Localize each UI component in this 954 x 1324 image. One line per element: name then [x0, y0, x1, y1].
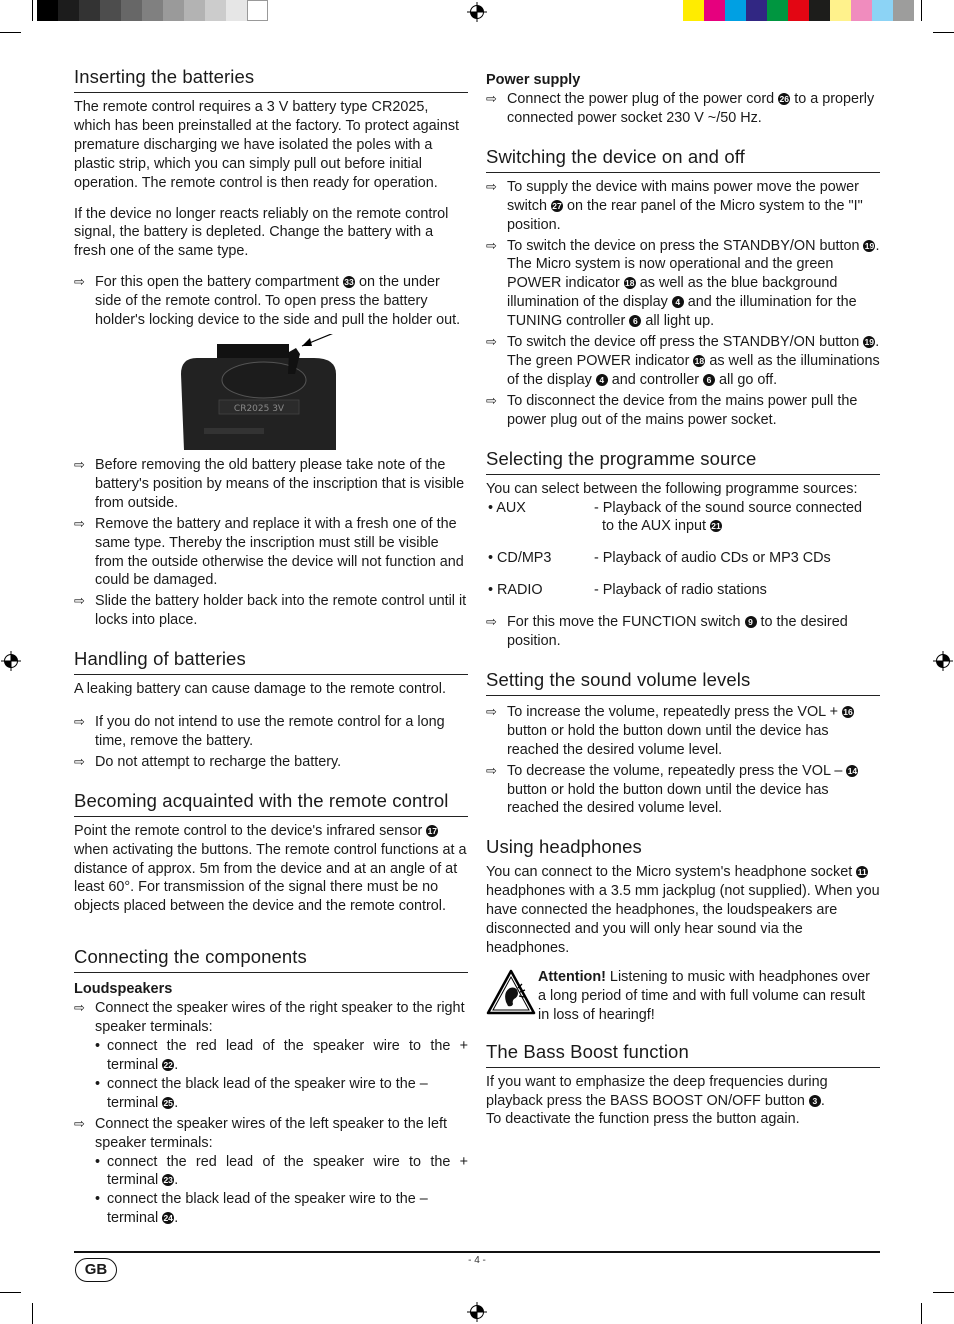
crop-mark	[0, 1292, 21, 1293]
section-handling-batteries	[74, 648, 468, 772]
list-item: ⇨ If you do not intend to use the remote control for a long time, remove the battery.	[74, 714, 445, 749]
section-title: Inserting the batteries	[74, 66, 468, 93]
arrow-right-icon: ⇨	[74, 456, 85, 472]
battery-inscription: CR2025 3V	[233, 403, 285, 414]
crop-mark	[32, 1303, 33, 1324]
source-item-aux: • AUX - Playback of the sound source connected to the AUX input 21	[488, 499, 862, 535]
reference-number: 16	[843, 706, 853, 717]
crop-mark	[921, 1303, 922, 1324]
reference-number: 11	[857, 867, 867, 878]
list-item: ⇨ To switch the device off press the STANDBY/ON button 19. The green POWER indicator 18 as well as the illuminations of the display 4 and controller 6 all go off.	[486, 334, 880, 388]
section-bass-boost	[486, 1041, 880, 1130]
battery-holder-illustration	[74, 334, 468, 452]
arrow-right-icon: ⇨	[74, 515, 85, 531]
arrow-right-icon: ⇨	[486, 392, 497, 408]
warning-hearing-icon	[486, 968, 536, 1016]
section-programme-source	[486, 448, 880, 651]
section-power-supply	[486, 72, 880, 128]
paragraph: If the device no longer reacts reliably on the remote control signal, the battery is depleted. Change the battery with a fresh one of the same type.	[74, 205, 449, 260]
reference-number: 21	[711, 521, 721, 532]
calibration-swatch	[809, 0, 830, 21]
calibration-swatch	[79, 0, 100, 21]
section-title: Setting the sound volume levels	[486, 669, 880, 696]
section-connecting-components	[74, 946, 468, 1228]
arrow-right-icon: ⇨	[486, 762, 497, 778]
list-item: ⇨ Connect the power plug of the power cord 26 to a properly connected power socket 230 V ~/50 Hz.	[486, 91, 875, 126]
calibration-swatch	[121, 0, 142, 21]
reference-number: 23	[163, 1175, 173, 1186]
reference-number: 4	[596, 374, 608, 386]
grayscale-calibration-bar	[37, 0, 272, 21]
arrow-right-icon: ⇨	[74, 1000, 85, 1016]
arrow-right-icon: ⇨	[486, 334, 497, 350]
reference-number: 17	[427, 825, 438, 836]
calibration-swatch	[58, 0, 79, 21]
arrow-right-icon: ⇨	[486, 237, 497, 253]
reference-number: 9	[745, 616, 757, 628]
sub-list-item: • connect the black lead of the speaker wire to the – terminal 25.	[95, 1075, 428, 1111]
reference-number: 6	[703, 374, 715, 386]
calibration-swatch	[142, 0, 163, 21]
section-title: Switching the device on and off	[486, 146, 880, 173]
calibration-swatch	[788, 0, 809, 21]
calibration-swatch	[893, 0, 914, 21]
calibration-swatch	[226, 0, 247, 21]
calibration-swatch	[205, 0, 226, 21]
right-column	[486, 72, 880, 1129]
reference-number: 19	[864, 240, 875, 251]
section-inserting-batteries	[74, 66, 468, 630]
arrow-right-icon: ⇨	[74, 274, 85, 290]
color-calibration-bar	[683, 0, 913, 21]
registration-mark-icon	[933, 651, 953, 671]
arrow-right-icon: ⇨	[74, 1115, 85, 1131]
arrow-right-icon: ⇨	[486, 91, 497, 106]
reference-number: 22	[163, 1060, 173, 1070]
arrow-right-icon: ⇨	[486, 703, 497, 719]
arrow-right-icon: ⇨	[74, 753, 85, 769]
sub-list-item: • connect the red lead of the speaker wire to the + terminal 22.	[95, 1038, 468, 1073]
reference-number: 25	[163, 1097, 173, 1108]
paragraph: You can connect to the Micro system's headphone socket 11 headphones with a 3.5 mm jackplug (not supplied). When you have connected the headphones, the loudspeakers are disconnected and you will only hear sound via the headphones.	[486, 864, 880, 956]
calibration-swatch	[37, 0, 58, 21]
calibration-swatch	[767, 0, 788, 21]
paragraph: A leaking battery can cause damage to the remote control.	[74, 681, 446, 698]
list-item: ⇨ For this move the FUNCTION switch 9 to the desired position.	[486, 614, 848, 650]
reference-number: 18	[625, 278, 635, 289]
source-item-cd-mp3: • CD/MP3 - Playback of audio CDs or MP3 CDs	[488, 550, 831, 567]
arrow-right-icon: ⇨	[74, 714, 85, 730]
section-title: Becoming acquainted with the remote control	[74, 790, 468, 817]
list-item: ⇨ To decrease the volume, repeatedly press the VOL – 14 button or hold the button down until the device has reached the desired volume level.	[486, 762, 858, 817]
reference-number: 27	[552, 200, 562, 211]
left-column	[74, 66, 468, 1228]
source-item-radio: • RADIO - Playback of radio stations	[488, 582, 767, 599]
registration-mark-icon	[1, 651, 21, 671]
crop-mark	[921, 0, 922, 21]
list-item: ⇨ Remove the battery and replace it with a fresh one of the same type. Thereby the inscription must still be visible from the outside otherwise the device will not function and could be damaged.	[74, 515, 464, 589]
language-badge: GB	[75, 1258, 117, 1282]
list-item: ⇨ To supply the device with mains power move the power switch 27 on the rear panel of the Micro system to the "I" position.	[486, 178, 863, 233]
section-title: Handling of batteries	[74, 648, 468, 675]
calibration-swatch	[725, 0, 746, 21]
attention-note: Attention! Listening to music with headphones over a long period of time and with full volume can result in loss of hearingf!	[486, 968, 880, 1025]
paragraph: You can select between the following programme sources:	[486, 480, 858, 497]
reference-number: 14	[847, 765, 858, 776]
section-title: The Bass Boost function	[486, 1041, 880, 1068]
arrow-right-icon: ⇨	[74, 593, 85, 609]
calibration-swatch	[184, 0, 205, 21]
arrow-right-icon: ⇨	[486, 614, 497, 630]
list-item: ⇨ Slide the battery holder back into the remote control until it locks into place.	[74, 593, 467, 629]
list-item: ⇨ To switch the device on press the STANDBY/ON button 19. The Micro system is now operational and the green POWER indicator 18 as well as the blue background illumination of the display 4 and the illumination for the TUNING controller 6 all light up.	[486, 237, 880, 330]
crop-mark	[933, 32, 954, 33]
reference-number: 33	[344, 277, 354, 288]
calibration-swatch	[830, 0, 851, 21]
crop-mark	[32, 0, 33, 21]
arrow-right-icon: ⇨	[486, 178, 497, 194]
paragraph: The remote control requires a 3 V battery type CR2025, which has been preinstalled at the factory. To protect against premature discharging we have isolated the poles with a plastic strip, which you can simply pull out before initial operation. The remote control is then ready for operation.	[74, 99, 460, 191]
calibration-swatch	[247, 0, 268, 21]
list-item: ⇨ To increase the volume, repeatedly press the VOL + 16 button or hold the button down until the device has reached the desired volume level.	[486, 703, 853, 758]
list-item: ⇨ Connect the speaker wires of the right speaker to the right speaker terminals: • connect the red lead of the speaker wire to the + terminal 22. • connect the black lead of the speaker wire to the – terminal 25.	[74, 1000, 468, 1111]
page-number: - 4 -	[468, 1255, 486, 1266]
reference-number: 3	[809, 1095, 821, 1107]
calibration-swatch	[851, 0, 872, 21]
crop-mark	[933, 1292, 954, 1293]
section-volume	[486, 669, 880, 818]
reference-number: 24	[163, 1213, 173, 1224]
reference-number: 6	[629, 315, 641, 327]
reference-number: 19	[864, 337, 874, 348]
calibration-swatch	[746, 0, 767, 21]
section-remote-control	[74, 790, 468, 917]
section-switching-on-off	[486, 146, 880, 430]
reference-number: 26	[779, 94, 789, 104]
list-item: ⇨ For this open the battery compartment 33 on the under side of the remote control. To open press the battery holder's locking device to the side and pull the holder out.	[74, 274, 461, 329]
subheading: Power supply	[486, 72, 581, 88]
section-title: Connecting the components	[74, 946, 468, 973]
list-item: ⇨ To disconnect the device from the mains power pull the power plug out of the mains power socket.	[486, 392, 858, 428]
sub-list-item: • connect the red lead of the speaker wire to the + terminal 23.	[95, 1153, 468, 1189]
sub-list-item: • connect the black lead of the speaker wire to the – terminal 24.	[95, 1191, 428, 1227]
footer-rule	[74, 1251, 880, 1253]
registration-mark-icon	[467, 1302, 487, 1322]
section-title: Selecting the programme source	[486, 448, 880, 475]
calibration-swatch	[100, 0, 121, 21]
list-item: ⇨ Before removing the old battery please take note of the battery's position by means of the inscription that is visible from outside.	[74, 456, 465, 511]
paragraph: Point the remote control to the device's infrared sensor 17 when activating the buttons. The remote control functions at a distance of approx. 5m from the device and at an angle of at least 60°. For transmission of the signal there must be no objects placed between the device and the remote control.	[74, 822, 467, 915]
registration-mark-icon	[467, 2, 487, 22]
reference-number: 18	[694, 355, 705, 366]
calibration-swatch	[872, 0, 893, 21]
source-list	[486, 499, 880, 601]
section-title: Using headphones	[486, 836, 642, 858]
list-item: ⇨ Connect the speaker wires of the left speaker to the left speaker terminals: • connect the red lead of the speaker wire to the + terminal 23. • connect the black lead of the speaker wire to the – terminal 24.	[74, 1115, 468, 1227]
section-headphones	[486, 836, 880, 1024]
crop-mark	[0, 32, 21, 33]
calibration-swatch	[704, 0, 725, 21]
list-item: ⇨ Do not attempt to recharge the battery.	[74, 753, 342, 770]
calibration-swatch	[163, 0, 184, 21]
reference-number: 4	[672, 296, 684, 308]
paragraph: If you want to emphasize the deep frequencies during playback press the BASS BOOST ON/OFF button 3 . To deactivate the function press the button again.	[486, 1073, 828, 1128]
subheading: Loudspeakers	[74, 981, 173, 998]
calibration-swatch	[683, 0, 704, 21]
